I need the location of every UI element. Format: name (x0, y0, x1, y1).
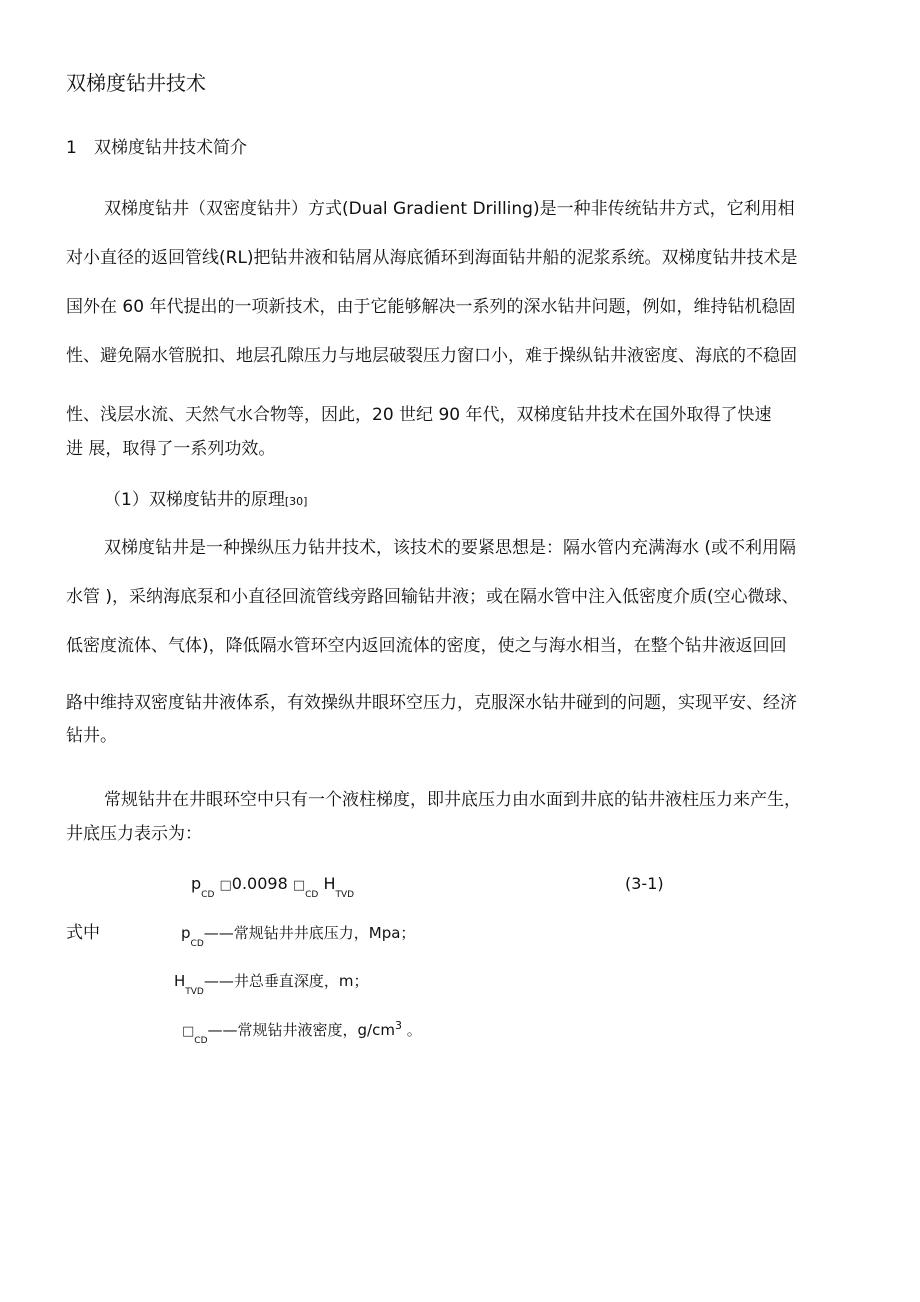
para3-line-1: 常规钻井在井眼环空中只有一个液柱梯度，即井底压力由水面到井底的钻井液柱压力来产生， (104, 790, 801, 810)
formula-equals-glyph: □ (219, 878, 232, 893)
para1-line-5: 性、浅层水流、天然气水合物等，因此，20 世纪 90 年代，双梯度钻井技术在国外取得了快速 (66, 405, 772, 425)
definition-subscript: TVD (185, 987, 204, 997)
definition-tail: 。 (401, 1021, 422, 1039)
para2-line-3: 低密度流体、气体)，降低隔水管环空内返回流体的密度，使之与海水相当，在整个钻井液返回回 (66, 636, 787, 656)
subsection-label: （1）双梯度钻井的原理 (104, 490, 285, 510)
formula-H: H (323, 874, 336, 893)
definition-text: ——常规钻井井底压力，Mpa； (203, 924, 416, 942)
para2-line-5: 钻井。 (66, 726, 117, 746)
definition-text: ——井总垂直深度，m； (203, 972, 369, 990)
para1-line-6: 进 展，取得了一系列功效。 (66, 439, 276, 459)
section-title: 双梯度钻井技术简介 (94, 138, 247, 158)
para2-line-2: 水管 )，采纳海底泵和小直径回流管线旁路回输钻井液；或在隔水管中注入低密度介质(空心微球、 (66, 587, 799, 607)
where-label: 式中 (66, 923, 100, 943)
para1-line-4: 性、避免隔水管脱扣、地层孔隙压力与地层破裂压力窗口小，难于操纵钻井液密度、海底的不稳固 (66, 346, 797, 366)
formula-rho-glyph: □ (292, 878, 306, 893)
definition-symbol: p (181, 924, 191, 942)
formula-number: (3-1) (625, 874, 664, 893)
formula-3-1 (191, 874, 355, 900)
doc-title: 双梯度钻井技术 (66, 71, 206, 95)
para1-line-2: 对小直径的返回管线(RL)把钻井液和钻屑从海底循环到海面钻井船的泥浆系统。双梯度钻井技术是 (66, 248, 798, 268)
subsection-heading (104, 485, 307, 510)
para1-line-3: 国外在 60 年代提出的一项新技术，由于它能够解决一系列的深水钻井问题，例如，维持钻机稳固 (66, 297, 796, 317)
definition-rhocd (182, 1019, 422, 1046)
section-number: 1 (66, 138, 77, 158)
definition-symbol: □ (182, 1024, 195, 1039)
para2-line-4: 路中维持双密度钻井液体系，有效操纵井眼环空压力，克服深水钻井碰到的问题，实现平安、经济 (66, 693, 797, 713)
definition-text: ——常规钻井液密度，g/cm (207, 1021, 395, 1039)
definition-htvd (174, 970, 369, 997)
section-heading (66, 133, 247, 158)
definition-pcd (181, 922, 416, 949)
definition-subscript: CD (190, 939, 204, 949)
citation-ref: [30] (284, 495, 308, 508)
formula-coefficient: 0.0098 (231, 874, 288, 893)
formula-p-subscript: CD (201, 890, 215, 900)
para3-line-2: 井底压力表示为： (66, 824, 202, 844)
para1-line-1: 双梯度钻井（双密度钻井）方式(Dual Gradient Drilling)是一种非传统钻井方式，它利用相 (104, 199, 795, 219)
para2-line-1: 双梯度钻井是一种操纵压力钻井技术，该技术的要紧思想是：隔水管内充满海水 (或不利用隔 (104, 538, 797, 558)
formula-H-subscript: TVD (335, 890, 355, 900)
definition-subscript: CD (194, 1036, 208, 1046)
definition-superscript: 3 (394, 1019, 402, 1032)
formula-p: p (191, 874, 202, 893)
formula-rho-subscript: CD (305, 890, 319, 900)
definition-symbol: H (174, 972, 186, 990)
